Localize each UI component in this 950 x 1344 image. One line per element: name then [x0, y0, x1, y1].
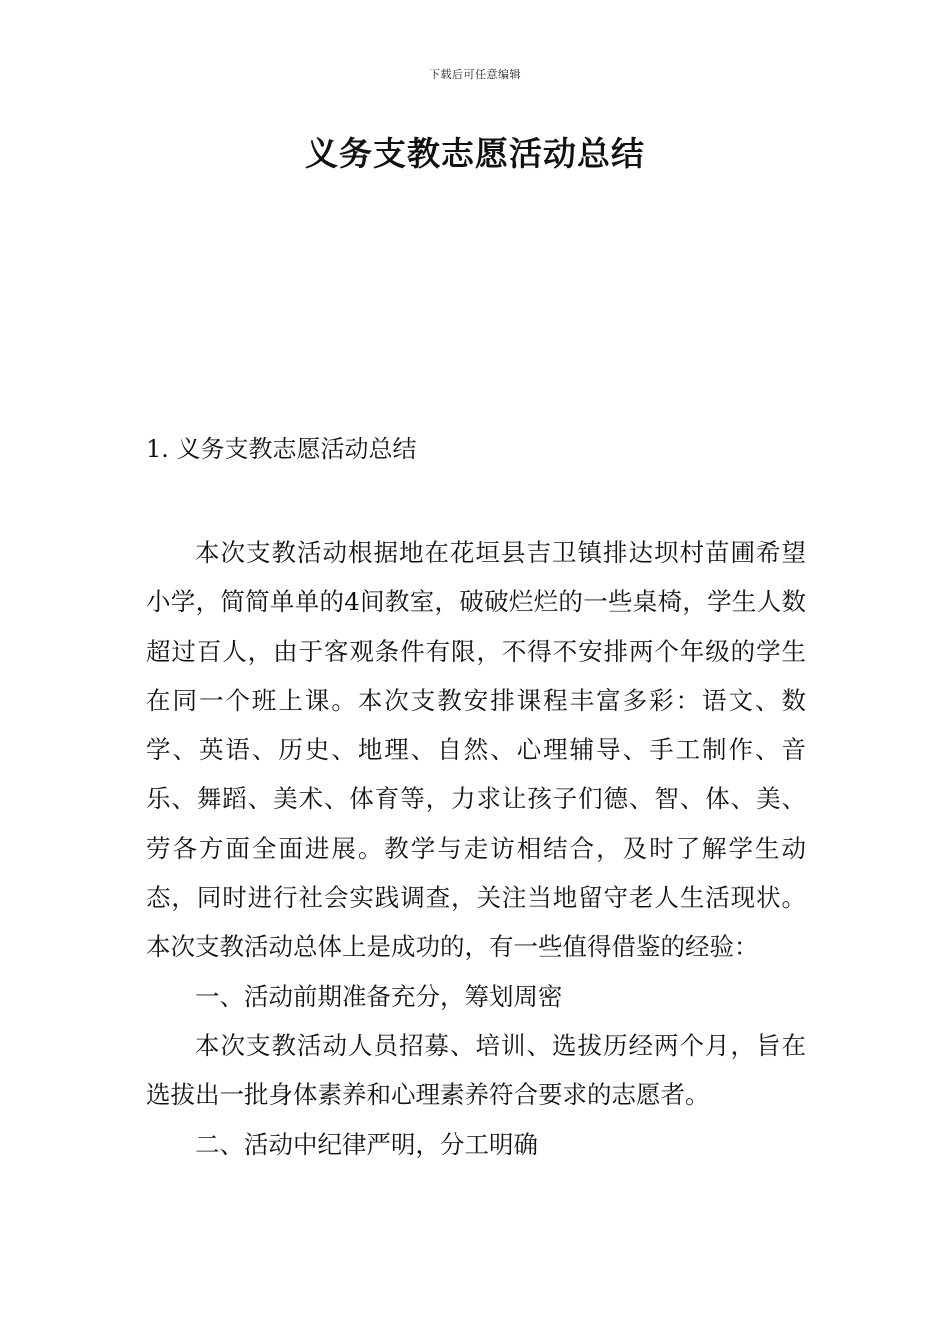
paragraph-point-one-body: 本次支教活动人员招募、培训、选拔历经两个月，旨在选拔出一批身体素养和心理素养符合要求的志愿者。: [146, 1030, 806, 1110]
paragraph-intro: 本次支教活动根据地在花垣县吉卫镇排达坝村苗圃希望小学，简简单单的4间教室，破破烂烂的一些桌椅，学生人数超过百人，由于客观条件有限，不得不安排两个年级的学生在同一个班上课。本次支教安排课程丰富多彩：语文、数学、英语、历史、地理、自然、心理辅导、手工制作、音乐、舞蹈、美术、体育等，力求让孩子们德、智、体、美、劳各方面全面进展。教学与走访相结合，及时了解学生动态，同时进行社会实践调查，关注当地留守老人生活现状。本次支教活动总体上是成功的，有一些值得借鉴的经验：: [146, 538, 806, 962]
paragraph-point-one-heading: 一、活动前期准备充分，筹划周密: [195, 981, 563, 1011]
document-title: 义务支教志愿活动总结: [305, 134, 645, 173]
paragraph-point-two-heading: 二、活动中纪律严明，分工明确: [195, 1129, 538, 1159]
header-note: 下载后可任意编辑: [429, 68, 521, 81]
document-body: [146, 528, 806, 1169]
section-heading: 1. 义务支教志愿活动总结: [146, 435, 417, 463]
